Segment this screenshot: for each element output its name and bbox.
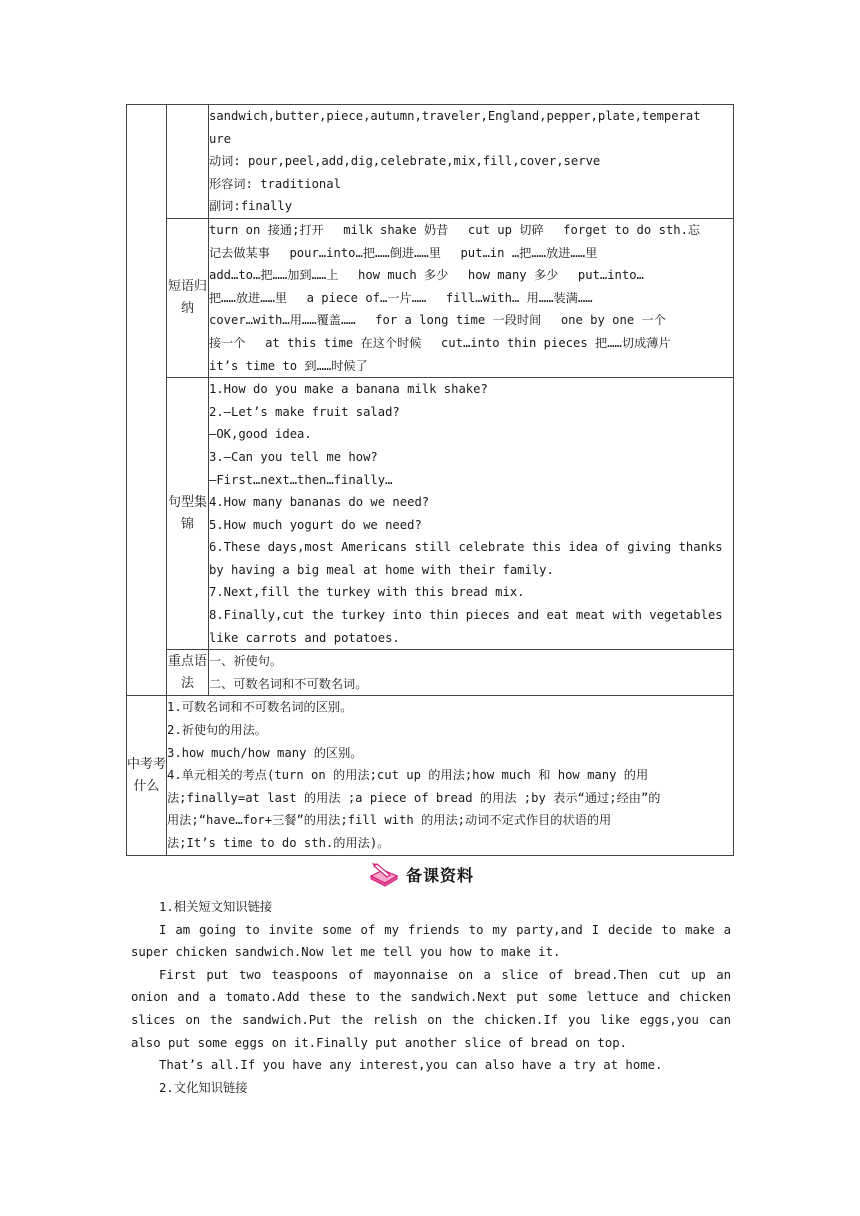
lesson-materials-banner <box>368 860 474 888</box>
table-line: 3.—Can you tell me how? <box>209 449 378 464</box>
row-label-exam: 中考考什么 <box>127 696 167 855</box>
vocabulary-content <box>209 105 734 219</box>
table-line: 5.How much yogurt do we need? <box>209 517 422 532</box>
table-row <box>127 378 734 650</box>
table-line: 法;finally=at last 的用法 ;a piece of bread 的用法 ;by 表示“通过;经由”的 <box>167 790 661 805</box>
banner-title: 备课资料 <box>406 865 475 885</box>
row-label-phrases: 短语归纳 <box>167 218 209 377</box>
table-line: sandwich,butter,piece,autumn,traveler,England,pepper,plate,temperat <box>209 109 701 123</box>
table-line: 记去做某事 pour…into…把……倒进……里 put…in …把……放进……里 <box>209 245 598 260</box>
table-line: 1.How do you make a banana milk shake? <box>209 382 488 397</box>
section-heading: 1.相关短文知识链接 <box>159 900 273 914</box>
paragraph: That’s all.If you have any interest,you can also have a try at home. <box>159 1058 663 1073</box>
table-line: 接一个 at this time 在这个时候 cut…into thin pieces 把……切成薄片 <box>209 335 671 350</box>
table-line: 用法;“have…for+三餐”的用法;fill with 的用法;动词不定式作目的状语的用 <box>167 813 612 828</box>
table-line: 2.—Let’s make fruit salad? <box>209 404 400 419</box>
table-line: 3.how much/how many 的区别。 <box>167 745 363 760</box>
table-line: 一、祈使句。 <box>209 654 283 669</box>
table-line: by having a big meal at home with their family. <box>209 562 554 577</box>
table-line: —First…next…then…finally… <box>209 472 393 487</box>
table-line: 1.可数名词和不可数名词的区别。 <box>167 700 353 715</box>
table-line: 形容词: traditional <box>209 176 341 191</box>
section-heading: 2.文化知识链接 <box>159 1080 248 1095</box>
row-label-vocabulary <box>167 105 209 219</box>
row-label-sentences: 句型集锦 <box>167 378 209 650</box>
body-text <box>131 896 731 1099</box>
table-line: 7.Next,fill the turkey with this bread mix. <box>209 585 525 600</box>
table-line: cover…with…用……覆盖…… for a long time 一段时间 one by one 一个 <box>209 313 666 328</box>
table-line: turn on 接通;打开 milk shake 奶昔 cut up 切碎 forget to do sth.忘 <box>209 222 701 237</box>
grammar-content <box>209 650 734 696</box>
summary-table <box>126 104 734 856</box>
table-line: 6.These days,most Americans still celebrate this idea of giving thanks <box>209 540 723 555</box>
table-line: 4.How many bananas do we need? <box>209 495 430 510</box>
paragraph: First put two teaspoons of mayonnaise on a slice of bread.Then cut up an onion and a tomato.Add these to the sandwich.Next put some lettuce and chicken slices on the sandwich.Put the relish on the chicken.If you like eggs,you can also put some eggs on it.Finally put another slice of bread on top. <box>131 967 731 1050</box>
table-line: 8.Finally,cut the turkey into thin pieces and eat meat with vegetables <box>209 608 723 623</box>
table-line: like carrots and potatoes. <box>209 630 400 645</box>
table-line: 法;It’s time to do sth.的用法)。 <box>167 836 390 850</box>
pencil-book-icon <box>368 860 400 888</box>
table-line: —OK,good idea. <box>209 427 312 442</box>
exam-content <box>167 696 734 855</box>
table-line: 副词:finally <box>209 199 293 214</box>
section-label-cell <box>127 105 167 696</box>
table-line: 4.单元相关的考点(turn on 的用法;cut up 的用法;how much 和 how many 的用 <box>167 768 649 783</box>
table-line: add…to…把……加到……上 how much 多少 how many 多少 put…into… <box>209 268 644 283</box>
table-row <box>127 696 734 855</box>
table-row <box>127 650 734 696</box>
phrases-content <box>209 218 734 377</box>
row-label-grammar: 重点语法 <box>167 650 209 696</box>
sentences-content <box>209 378 734 650</box>
table-line: 动词: pour,peel,add,dig,celebrate,mix,fill,cover,serve <box>209 154 601 169</box>
table-line: 二、可数名词和不可数名词。 <box>209 676 368 691</box>
table-line: it’s time to 到……时候了 <box>209 358 368 373</box>
paragraph: I am going to invite some of my friends to my party,and I decide to make a super chicken sandwich.Now let me tell you how to make it. <box>131 922 731 960</box>
table-line: 把……放进……里 a piece of…一片…… fill…with… 用……装满…… <box>209 290 593 305</box>
table-line: 2.祈使句的用法。 <box>167 723 267 738</box>
table-row <box>127 105 734 219</box>
table-line: ure <box>209 131 232 146</box>
table-row <box>127 218 734 377</box>
